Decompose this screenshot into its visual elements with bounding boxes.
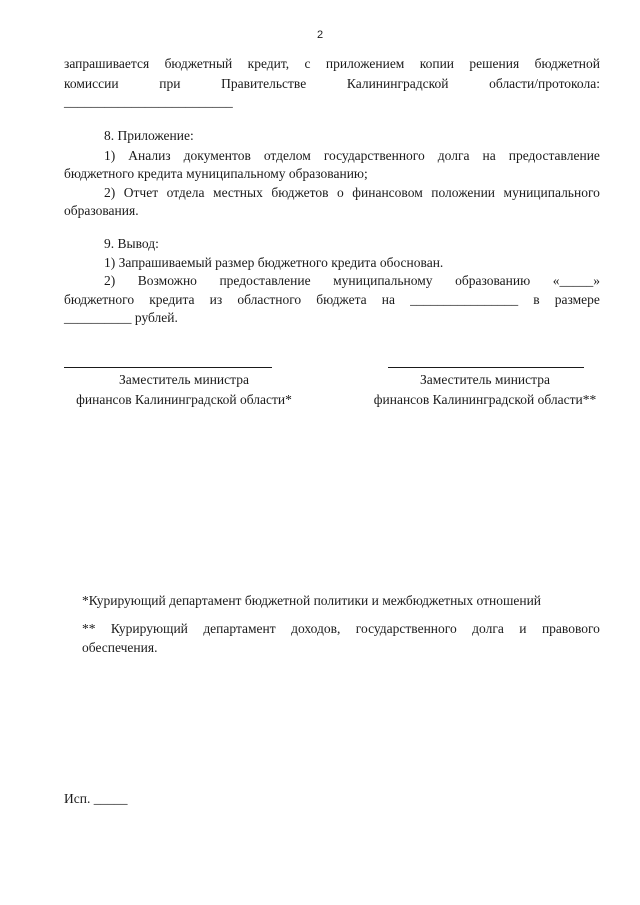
section-8-item-1-line-2: бюджетного кредита муниципальному образованию; <box>64 166 368 181</box>
word: с <box>304 56 311 71</box>
footnote-2-line-1 <box>82 621 600 637</box>
word: положении <box>431 185 496 200</box>
word: области/протокола: <box>489 76 600 91</box>
section-9-item-2-line-1 <box>104 273 600 289</box>
word: долга <box>437 148 470 163</box>
word: из <box>209 292 223 307</box>
word: при <box>159 76 181 91</box>
word: областного <box>237 292 302 307</box>
word: размере <box>554 292 600 307</box>
word: ** <box>82 621 96 636</box>
section-9-item-2-line-3: __________ рублей. <box>64 310 178 325</box>
section-8-item-1-line-1 <box>104 148 600 164</box>
section-9-item-2-line-2 <box>64 292 600 308</box>
footnote-1: *Курирующий департамент бюджетной политики и межбюджетных отношений <box>82 593 542 608</box>
word: отдела <box>166 185 205 200</box>
section-8-item-2-line-2: образования. <box>64 203 139 218</box>
word: кредита <box>149 292 195 307</box>
word: предоставление <box>219 273 311 288</box>
signature-right-org: финансов Калининградской области** <box>373 392 597 407</box>
word: доходов, <box>291 621 341 636</box>
intro-line-2 <box>64 76 600 92</box>
footnote-2-line-2: обеспечения. <box>82 640 158 655</box>
word: ________________ <box>410 292 519 307</box>
word: в <box>533 292 540 307</box>
page-number: 2 <box>316 29 324 41</box>
word: Отчет <box>123 185 159 200</box>
word: предоставление <box>508 148 600 163</box>
word: образованию <box>455 273 531 288</box>
word: Калининградской <box>346 76 449 91</box>
word: на <box>381 292 395 307</box>
signature-line-left <box>64 367 272 368</box>
word: бюджетного <box>64 292 135 307</box>
word: департамент <box>203 621 276 636</box>
word: отделом <box>263 148 311 163</box>
word: «_____» <box>552 273 600 288</box>
section-8-item-2-line-1 <box>104 185 600 201</box>
word: государственного <box>323 148 425 163</box>
word: долга <box>472 621 504 636</box>
word: бюджетный <box>164 56 233 71</box>
word: документов <box>183 148 251 163</box>
word: о <box>337 185 344 200</box>
word: финансовом <box>352 185 423 200</box>
section-9-item-1: 1) Запрашиваемый размер бюджетного кредита обоснован. <box>104 255 444 270</box>
signature-line-right <box>388 367 584 368</box>
word: 2) <box>104 185 116 200</box>
intro-line-1 <box>64 56 600 72</box>
word: приложением <box>325 56 405 71</box>
word: правового <box>541 621 600 636</box>
word: бюджетов <box>271 185 329 200</box>
word: Правительстве <box>221 76 307 91</box>
signature-left-org: финансов Калининградской области* <box>76 392 292 407</box>
word: копии <box>419 56 455 71</box>
word: комиссии <box>64 76 119 91</box>
word: 1) <box>104 148 116 163</box>
word: на <box>482 148 496 163</box>
section-8-heading: 8. Приложение: <box>104 128 194 143</box>
word: муниципального <box>503 185 600 200</box>
signature-right-title: Заместитель министра <box>420 372 550 387</box>
word: Курирующий <box>110 621 188 636</box>
section-9-heading: 9. Вывод: <box>104 236 159 251</box>
word: местных <box>213 185 263 200</box>
word: Возможно <box>137 273 197 288</box>
word: запрашивается <box>64 56 150 71</box>
executor-label: Исп. _____ <box>64 791 128 806</box>
word: бюджетной <box>534 56 600 71</box>
word: муниципальному <box>333 273 433 288</box>
word: кредит, <box>247 56 290 71</box>
intro-line-3: _________________________ <box>64 94 233 109</box>
word: 2) <box>104 273 116 288</box>
word: государственного <box>355 621 457 636</box>
signature-left-title: Заместитель министра <box>119 372 249 387</box>
word: Анализ <box>128 148 171 163</box>
word: решения <box>469 56 520 71</box>
word: и <box>519 621 527 636</box>
word: бюджета <box>316 292 367 307</box>
